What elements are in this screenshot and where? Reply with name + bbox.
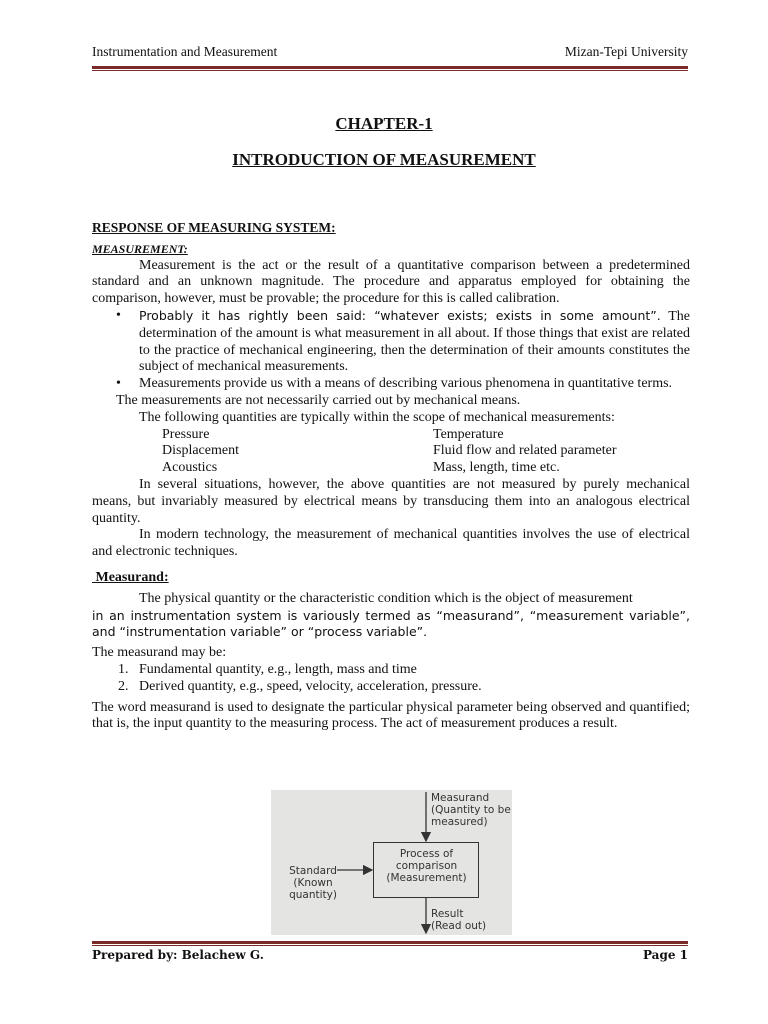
table-row [162,460,690,477]
list-item [118,662,690,679]
bullet-quote: Probably it has rightly been said: “whatever exists; exists in some amount”. [139,307,661,323]
measurement-definition: Measurement is the act or the result of a quantitative comparison between a predetermined standard and an unknown magnitude. The procedure and apparatus employed for obtaining the comparison, however, must be provable; the procedure for this is called calibration. [92,257,690,307]
measurand-list [92,662,690,696]
table-cell: Fluid flow and related parameter [433,443,617,459]
measurand-definition-b: in an instrumentation system is variously termed as “measurand”, “measurement variable”, and “instrumentation variable” or “process variable”. [92,607,690,640]
header-course-title: Instrumentation and Measurement [92,44,278,59]
table-cell: Acoustics [162,460,218,476]
footer-author: Prepared by: Belachew G. [92,948,264,962]
transducing-paragraph: In several situations, however, the above quantities are not measured by purely mechanical means, but invariably measured by electrical means by transducing them into an analogous electrical quantity. [92,476,690,526]
list-text: Derived quantity, e.g., speed, velocity, acceleration, pressure. [139,678,482,694]
bullet-item-1 [92,308,690,376]
table-cell: Pressure [162,426,210,442]
label-line: Process of [399,848,454,860]
chapter-number: CHAPTER-1 [335,114,433,133]
table-cell: Temperature [433,426,504,442]
list-item [118,679,690,696]
document-body [92,220,690,733]
chapter-title: INTRODUCTION OF MEASUREMENT [232,150,536,169]
label-line: comparison [395,860,458,872]
list-number: 1. [118,661,129,677]
section-heading: RESPONSE OF MEASURING SYSTEM: [92,220,336,235]
quantities-intro: The following quantities are typically within the scope of mechanical measurements: [139,409,615,425]
footer-rule-thin [92,945,688,946]
header-rule-thin [92,70,688,71]
label-line: Measurand [431,792,490,804]
table-cell: Mass, length, time etc. [433,460,560,476]
measurand-label [431,792,511,828]
measurement-process-diagram [271,790,512,935]
quantities-table [162,427,690,477]
measurand-usage-paragraph: The word measurand is used to designate the particular physical parameter being observed and quantified; that is, the input quantity to the measuring process. The act of measurement produces a result. [92,699,690,732]
bullet-item-2 [92,376,690,393]
standard-label [271,865,355,901]
result-label [431,908,486,932]
mechanical-means-line: The measurements are not necessarily carried out by mechanical means. [116,392,521,408]
header-university: Mizan-Tepi University [564,44,688,59]
measurand-heading-text: Measurand: [95,569,169,585]
measurand-heading [92,570,690,587]
header-rule [92,66,688,69]
table-row [162,427,690,444]
label-line: (Read out) [431,920,487,932]
label-line: (Measurement) [386,872,467,884]
modern-technology-paragraph: In modern technology, the measurement of mechanical quantities involves the use of electrical and electronic techniques. [92,527,690,560]
list-text: Fundamental quantity, e.g., length, mass and time [139,661,417,677]
process-label [373,848,480,884]
measurand-may-be: The measurand may be: [92,645,227,661]
label-line: Result [431,908,464,920]
footer-rule [92,941,688,944]
bullet-text: Measurements provide us with a means of describing various phenomena in quantitative terms. [139,376,673,392]
page-number: Page 1 [642,948,688,962]
label-line: (Known quantity) [289,877,337,901]
list-number: 2. [118,678,129,694]
label-line: Standard [289,865,337,877]
bullet-text: The determination of the amount is what measurement in all about. If those things that exist are related to the practice of mechanical engineering, then the determination of their amounts constitutes the subject of mechanical measurements. [139,308,690,375]
page-footer [92,948,688,966]
page-header [92,44,688,62]
label-line: (Quantity to be [431,804,511,816]
table-cell: Displacement [162,443,239,459]
table-row [162,443,690,460]
label-line: measured) [431,816,488,828]
measurand-definition-a: The physical quantity or the characteristic condition which is the object of measurement [139,590,633,606]
subsection-heading: MEASUREMENT: [92,241,188,256]
